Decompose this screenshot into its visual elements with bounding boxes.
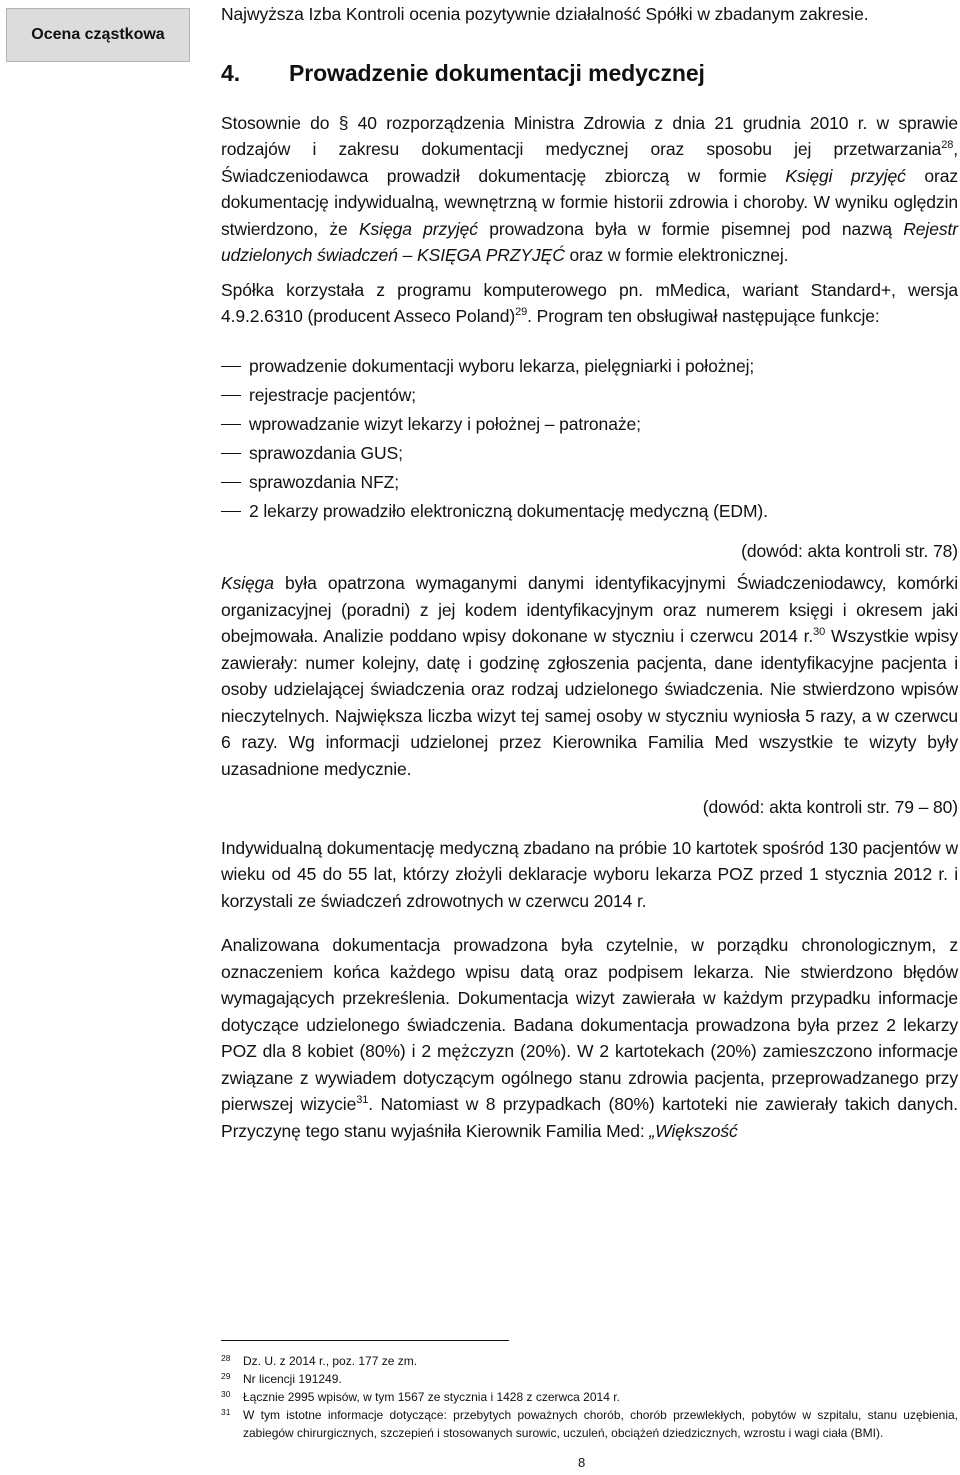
footnote-ref-29: 29	[515, 306, 528, 318]
page-number: 8	[578, 1455, 586, 1470]
text-run: Spółka korzystała z programu komputerowego pn. mMedica, wariant Standard+, wersja 4.9.2.6310 (producent Asseco Poland)	[221, 279, 958, 326]
footnote-number: 30	[221, 1389, 231, 1399]
list-item-text: sprawozdania GUS;	[249, 442, 403, 463]
dash-marker	[221, 511, 241, 512]
text-run: Analizowana dokumentacja prowadzona była czytelnie, w porządku chronologicznym, z oznaczeniem końca każdego wpisu datą oraz podpisem lekarza. Nie stwierdzono błędów wymagających przekreślenia. Dokumentacja wizyt zawierała w każdym przypadku informacje dotyczące udzielonego świadczenia. Badana dokumentacja prowadzona była przez 2 lekarzy POZ dla 8 kobiet (80%) i 2 mężczyzn (20%). W 2 kartotekach (20%) zamieszczono informacje związane z wywiadem dotyczącym ogólnego stanu zdrowia pacjenta, przeprowadzanego przy pierwszej wizycie	[221, 935, 958, 1114]
paragraph-documentation	[221, 110, 958, 269]
footnote-text: Dz. U. z 2014 r., poz. 177 ze zm.	[243, 1354, 418, 1368]
text-run: Wszystkie wpisy zawierały: numer kolejny, datę i godzinę zgłoszenia pacjenta, dane identyfikacyjne pacjenta i osoby udzielającej świadczenia oraz rodzaj udzielonego świadczenia. Nie stwierdzono wpisów nieczytelnych. Największa liczba wizyt tej samej osoby w styczniu wyniosła 5 razy, a w czerwcu 6 razy. Wg informacji udzielonej przez Kierownika Familia Med wszystkie te wizyty były uzasadnione medycznie.	[221, 626, 958, 779]
dash-marker	[221, 482, 241, 483]
footnote-separator	[221, 1340, 509, 1341]
italic-term: Księgi przyjęć	[785, 165, 906, 186]
text-run: . Natomiast w 8 przypadkach (80%) kartoteki nie zawierały takich danych. Przyczynę tego stanu wyjaśniła Kierownik Familia Med:	[221, 1094, 958, 1141]
footnote-number: 28	[221, 1353, 231, 1363]
footnote-text: Łącznie 2995 wpisów, w tym 1567 ze stycznia i 1428 z czerwca 2014 r.	[243, 1390, 620, 1404]
list-item-text: rejestracje pacjentów;	[249, 384, 417, 405]
italic-quote: „Większość	[649, 1120, 738, 1141]
list-item-text: prowadzenie dokumentacji wyboru lekarza, pielęgniarki i położnej;	[249, 355, 755, 376]
list-item	[221, 410, 958, 439]
italic-term: Księga	[221, 573, 274, 593]
paragraph-software	[221, 277, 958, 330]
section-heading	[221, 58, 958, 88]
section-number: 4.	[221, 59, 240, 86]
footnote-number: 31	[221, 1407, 231, 1417]
list-item-text: 2 lekarzy prowadziło elektroniczną dokumentację medyczną (EDM).	[249, 500, 768, 521]
list-item	[221, 497, 958, 526]
dash-marker	[221, 366, 241, 367]
sidebar-label: Ocena cząstkowa	[31, 26, 165, 43]
paragraph-register	[221, 570, 958, 782]
intro-paragraph: Najwyższa Izba Kontroli ocenia pozytywnie działalność Spółki w zbadanym zakresie.	[221, 4, 869, 24]
footnote	[221, 1352, 958, 1370]
footnote	[221, 1388, 958, 1406]
footnote	[221, 1406, 958, 1442]
text-run: Stosownie do § 40 rozporządzenia Ministra Zdrowia z dnia 21 grudnia 2010 r. w sprawie rodzajów i zakresu dokumentacji medycznej oraz sposobu jej przetwarzania	[221, 112, 958, 159]
sidebar-label-box	[6, 8, 190, 62]
list-item	[221, 381, 958, 410]
italic-term: Rejestr udzielonych świadczeń – KSIĘGA PRZYJĘĆ	[221, 218, 958, 265]
text-run: . Program ten obsługiwał następujące funkcje:	[527, 306, 880, 326]
footnote-text: Nr licencji 191249.	[243, 1372, 342, 1386]
footnotes	[221, 1352, 958, 1442]
list-item-text: sprawozdania NFZ;	[249, 471, 400, 492]
footnote-ref-30: 30	[813, 626, 826, 638]
evidence-note-2: (dowód: akta kontroli str. 79 – 80)	[702, 797, 958, 817]
paragraph-sample: Indywidualną dokumentację medyczną zbadano na próbie 10 kartotek spośród 130 pacjentów w wieku od 45 do 55 lat, którzy złożyli deklaracje wyboru lekarza POZ przed 1 stycznia 2012 r. i korzystali ze świadczeń zdrowotnych w czerwcu 2014 r.	[221, 837, 958, 911]
dash-marker	[221, 395, 241, 396]
footnote-number: 29	[221, 1371, 231, 1381]
section-title: Prowadzenie dokumentacji medycznej	[289, 59, 705, 86]
text-run: oraz w formie elektronicznej.	[564, 245, 789, 265]
text-run: oraz dokumentację indywidualną, wewnętrzną w formie historii zdrowia i choroby. W wyniku oględzin stwierdzono, że	[221, 165, 959, 239]
dash-marker	[221, 453, 241, 454]
text-run: prowadzona była w formie pisemnej pod nazwą	[477, 218, 904, 239]
list-item	[221, 439, 958, 468]
list-item-text: wprowadzanie wizyt lekarzy i położnej – patronaże;	[249, 413, 641, 434]
evidence-note-1: (dowód: akta kontroli str. 78)	[741, 540, 958, 561]
list-item	[221, 352, 958, 381]
footnote-text: W tym istotne informacje dotyczące: przebytych poważnych chorób, chorób przewlekłych, pobytów w szpitalu, stanu uzębienia, zabiegów chirurgicznych, szczepień i stosowanych surowic, uczuleń, obciążeń dziedzicznych, wzrostu i wagi ciała (BMI).	[243, 1408, 958, 1440]
italic-term: Księga przyjęć	[358, 218, 478, 239]
function-list	[221, 352, 958, 526]
list-item	[221, 468, 958, 497]
text-run: , Świadczeniodawca prowadził dokumentację zbiorczą w formie	[221, 139, 958, 186]
paragraph-analysis	[221, 932, 958, 1144]
footnote	[221, 1370, 958, 1388]
footnote-ref-28: 28	[941, 139, 954, 151]
text-run: była opatrzona wymaganymi danymi identyfikacyjnymi Świadczeniodawcy, komórki organizacyjnej (poradni) z jej kodem identyfikacyjnym oraz numerem księgi i okresem jaki obejmowała. Analizie poddano wpisy dokonane w styczniu i czerwcu 2014 r.	[221, 573, 958, 646]
footnote-ref-31: 31	[356, 1094, 369, 1106]
document-body	[221, 0, 958, 1144]
dash-marker	[221, 424, 241, 425]
